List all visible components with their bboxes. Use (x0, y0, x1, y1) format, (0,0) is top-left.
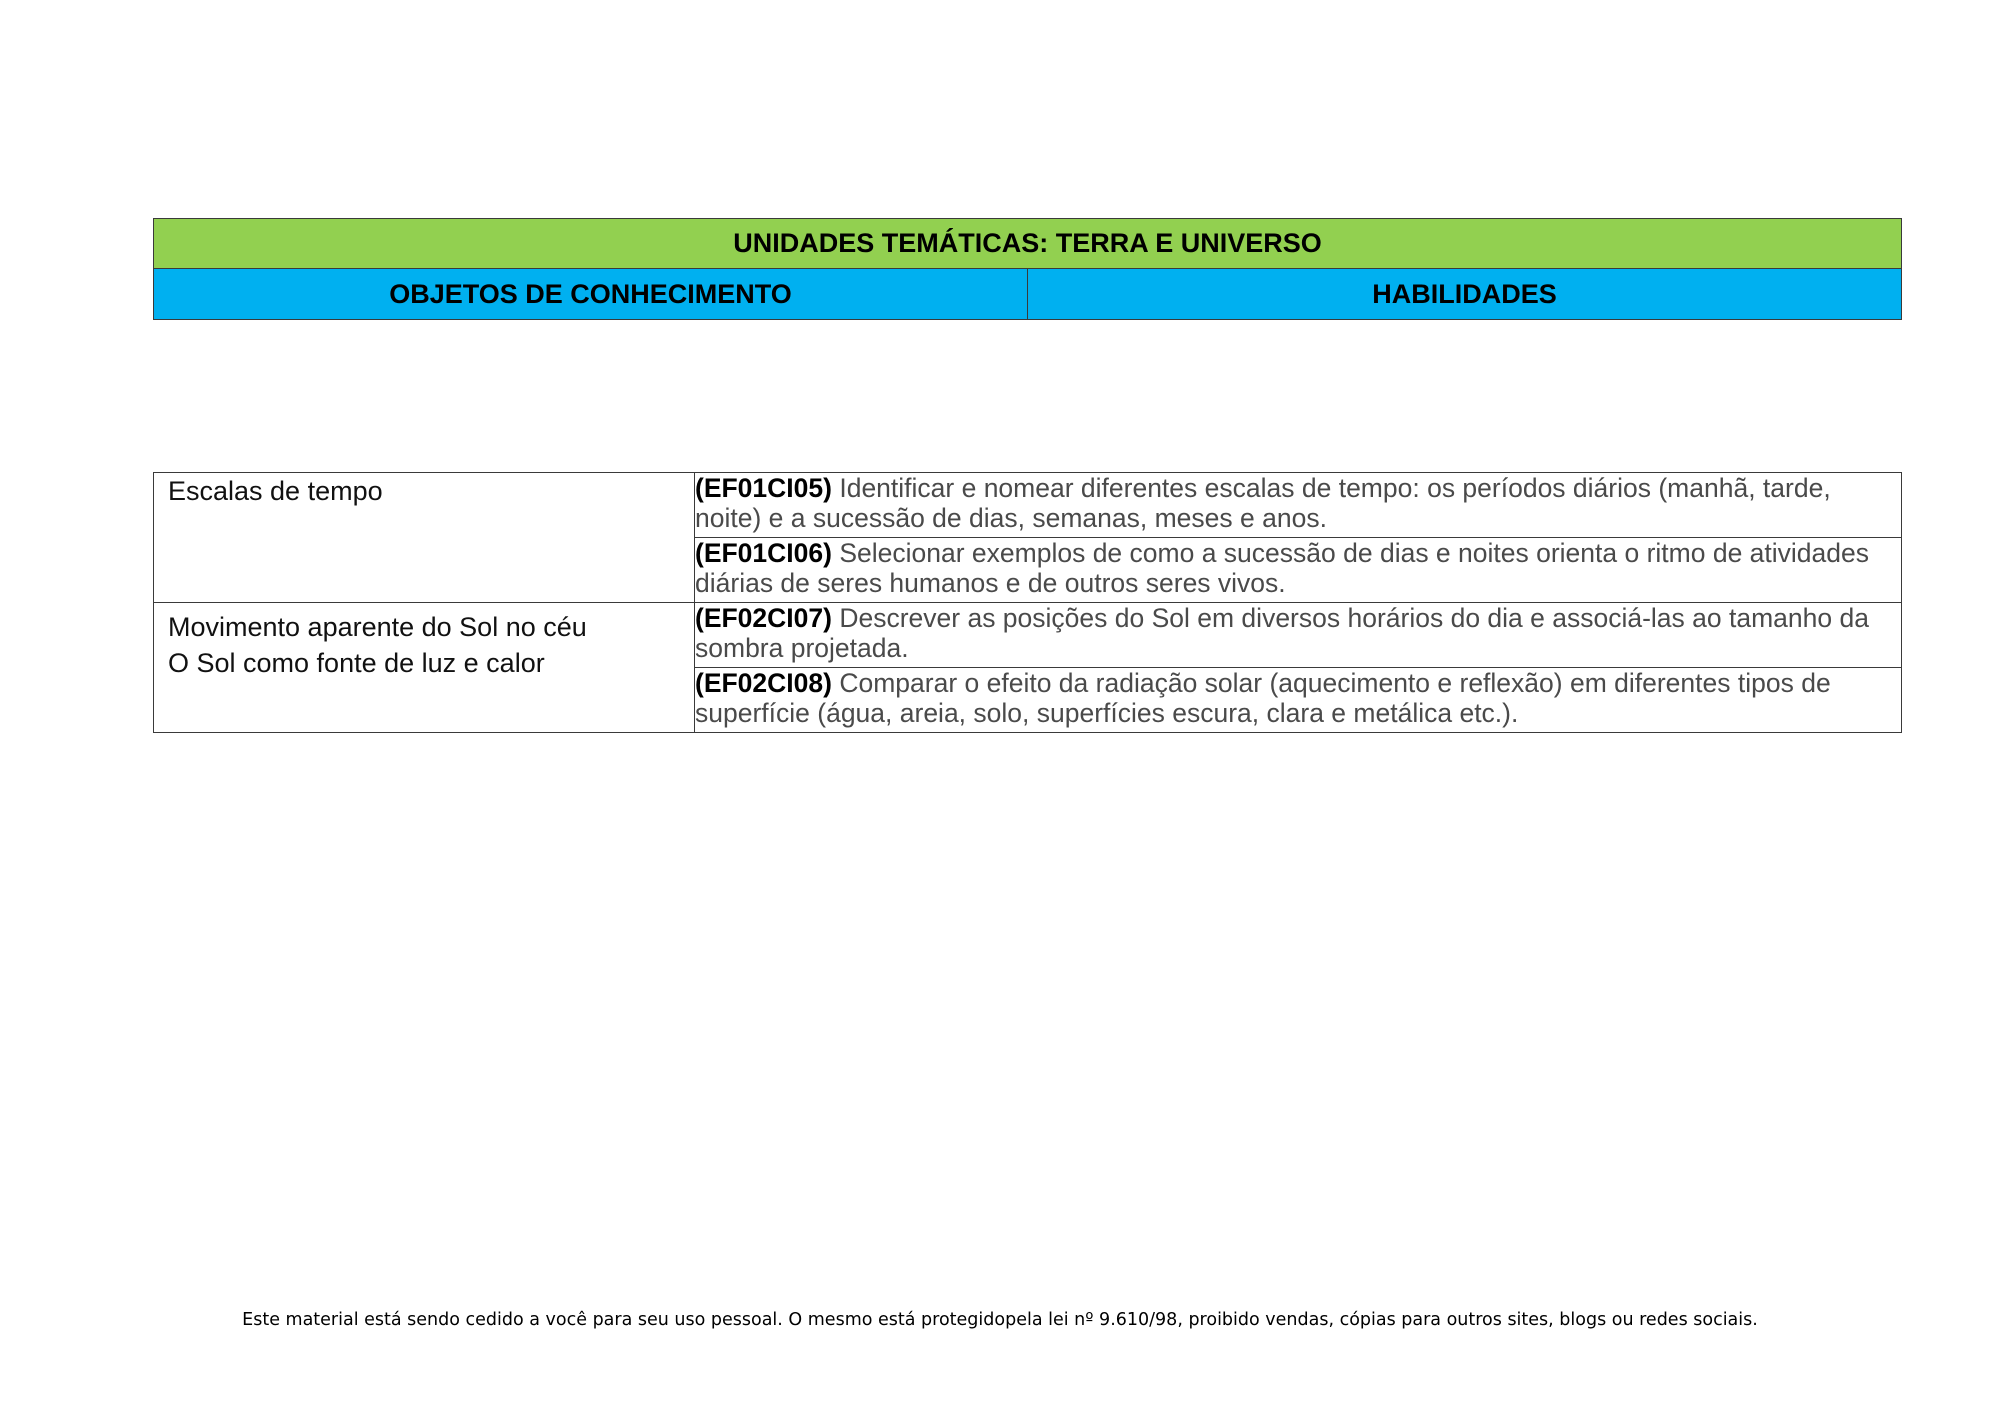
skill-text: Descrever as posições do Sol em diversos horários do dia e associá-las ao tamanho da sombra projetada. (695, 603, 1869, 663)
object-item: Escalas de tempo (168, 476, 383, 506)
table-row (154, 603, 1902, 668)
skill-code: (EF02CI07) (695, 603, 832, 633)
table-row (154, 473, 1902, 538)
copyright-note: Este material está sendo cedido a você para seu uso pessoal. O mesmo está protegidopela lei nº 9.610/98, proibido vendas, cópias para outros sites, blogs ou redes sociais. (242, 1310, 1758, 1330)
content-table (153, 472, 1902, 733)
skill-text: Comparar o efeito da radiação solar (aquecimento e reflexão) em diferentes tipos de superfície (água, areia, solo, superfícies escura, clara e metálica etc.). (695, 668, 1831, 728)
skill-code: (EF02CI08) (695, 668, 832, 698)
object-item: O Sol como fonte de luz e calor (168, 648, 545, 678)
column-header-objects: OBJETOS DE CONHECIMENTO (154, 269, 1028, 320)
objects-cell (154, 473, 695, 603)
skill-text: Identificar e nomear diferentes escalas de tempo: os períodos diários (manhã, tarde, noite) e a sucessão de dias, semanas, meses e anos. (695, 473, 1831, 533)
skill-cell (695, 538, 1902, 603)
objects-cell (154, 603, 695, 733)
title-row (154, 219, 1902, 269)
skill-cell (695, 668, 1902, 733)
column-header-row (154, 269, 1902, 320)
skill-text: Selecionar exemplos de como a sucessão de dias e noites orienta o ritmo de atividades diárias de seres humanos e de outros seres vivos. (695, 538, 1870, 598)
skill-cell (695, 473, 1902, 538)
unit-title: UNIDADES TEMÁTICAS: TERRA E UNIVERSO (154, 219, 1902, 269)
skill-cell (695, 603, 1902, 668)
object-item: Movimento aparente do Sol no céu (168, 612, 587, 642)
header-table (153, 218, 1902, 320)
column-header-skills: HABILIDADES (1028, 269, 1902, 320)
skill-code: (EF01CI05) (695, 473, 832, 503)
skill-code: (EF01CI06) (695, 538, 832, 568)
